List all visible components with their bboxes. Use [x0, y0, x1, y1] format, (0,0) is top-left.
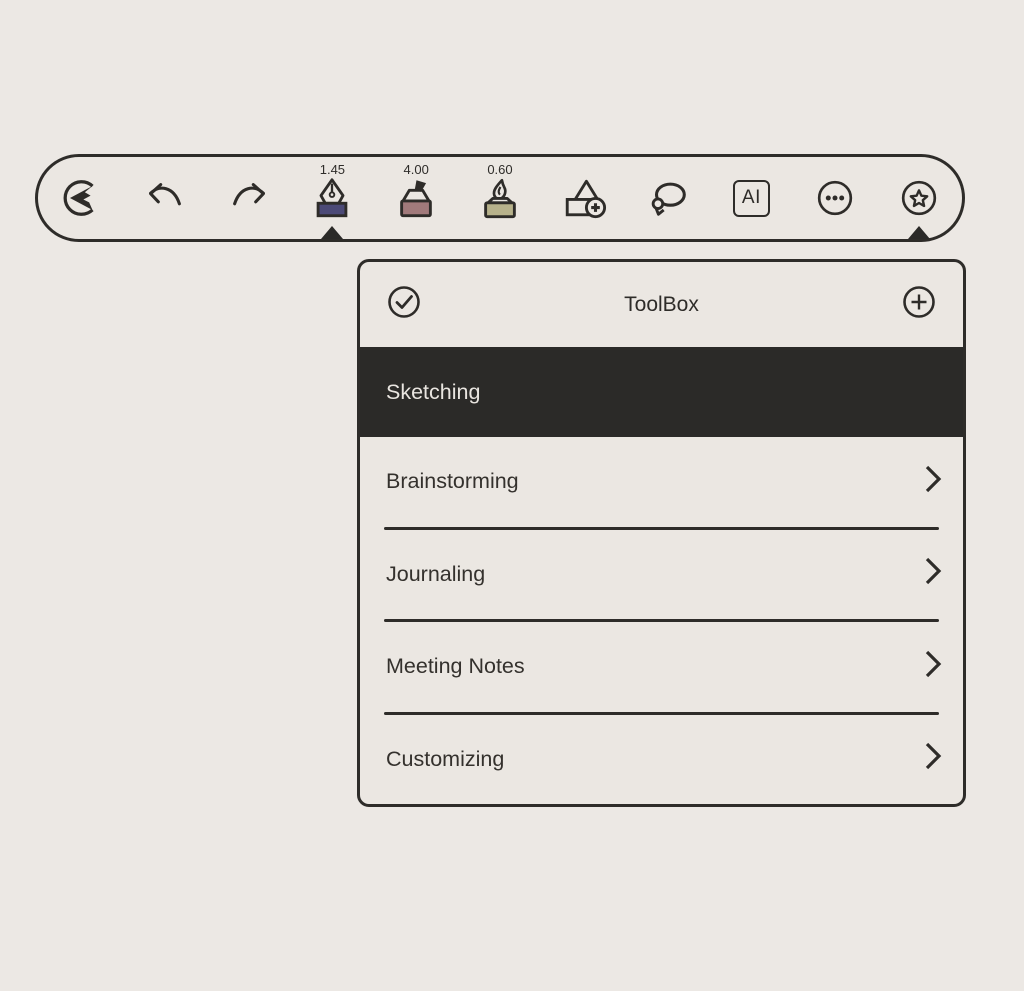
pen-icon	[309, 175, 355, 221]
undo-icon	[142, 175, 188, 221]
confirm-button[interactable]	[382, 282, 426, 327]
add-toolbox-button[interactable]	[897, 282, 941, 327]
color-wheel-tool[interactable]	[52, 157, 110, 239]
plus-circle-icon	[899, 282, 939, 327]
toolbox-list	[360, 437, 963, 804]
item-label: Brainstorming	[386, 469, 519, 494]
toolbox-header	[360, 262, 963, 347]
redo-icon	[226, 175, 272, 221]
toolbox-panel	[357, 259, 966, 807]
shapes-icon	[561, 175, 607, 221]
active-tool-pointer	[321, 226, 343, 239]
ai-icon	[733, 180, 770, 217]
marker-size-label: 4.00	[403, 162, 429, 177]
favorites-button[interactable]	[890, 157, 948, 239]
toolbox-item-journaling[interactable]	[360, 530, 963, 620]
lasso-tool[interactable]	[639, 157, 697, 239]
toolbox-item-customizing[interactable]	[360, 715, 963, 805]
selected-item-label: Sketching	[386, 379, 481, 404]
ai-tool[interactable]	[722, 157, 780, 239]
marker-icon	[393, 175, 439, 221]
open-menu-pointer	[908, 226, 930, 239]
item-label: Meeting Notes	[386, 654, 525, 679]
brush-icon	[477, 175, 523, 221]
more-options-button[interactable]	[806, 157, 864, 239]
toolbox-item-meeting-notes[interactable]	[360, 622, 963, 712]
chevron-right-icon	[923, 648, 943, 686]
toolbox-item-sketching-selected[interactable]	[360, 347, 963, 437]
brush-tool[interactable]	[471, 157, 529, 239]
toolbox-item-brainstorming[interactable]	[360, 437, 963, 527]
chevron-right-icon	[923, 463, 943, 501]
pen-tool[interactable]	[303, 157, 361, 239]
shapes-tool[interactable]	[555, 157, 613, 239]
pen-size-label: 1.45	[319, 162, 346, 177]
marker-tool[interactable]	[387, 157, 445, 239]
chevron-right-icon	[923, 740, 943, 778]
undo-button[interactable]	[136, 157, 194, 239]
ai-label: AI	[741, 187, 761, 208]
chevron-right-icon	[923, 555, 943, 593]
star-circle-icon	[896, 175, 942, 221]
ellipsis-icon	[812, 175, 858, 221]
item-label: Journaling	[386, 561, 486, 586]
check-circle-icon	[384, 282, 424, 327]
redo-button[interactable]	[220, 157, 278, 239]
lasso-icon	[645, 175, 691, 221]
color-wheel-icon	[58, 175, 104, 221]
item-label: Customizing	[386, 746, 505, 771]
brush-size-label: 0.60	[487, 162, 513, 177]
toolbox-title: ToolBox	[624, 292, 699, 316]
main-toolbar	[35, 154, 965, 242]
